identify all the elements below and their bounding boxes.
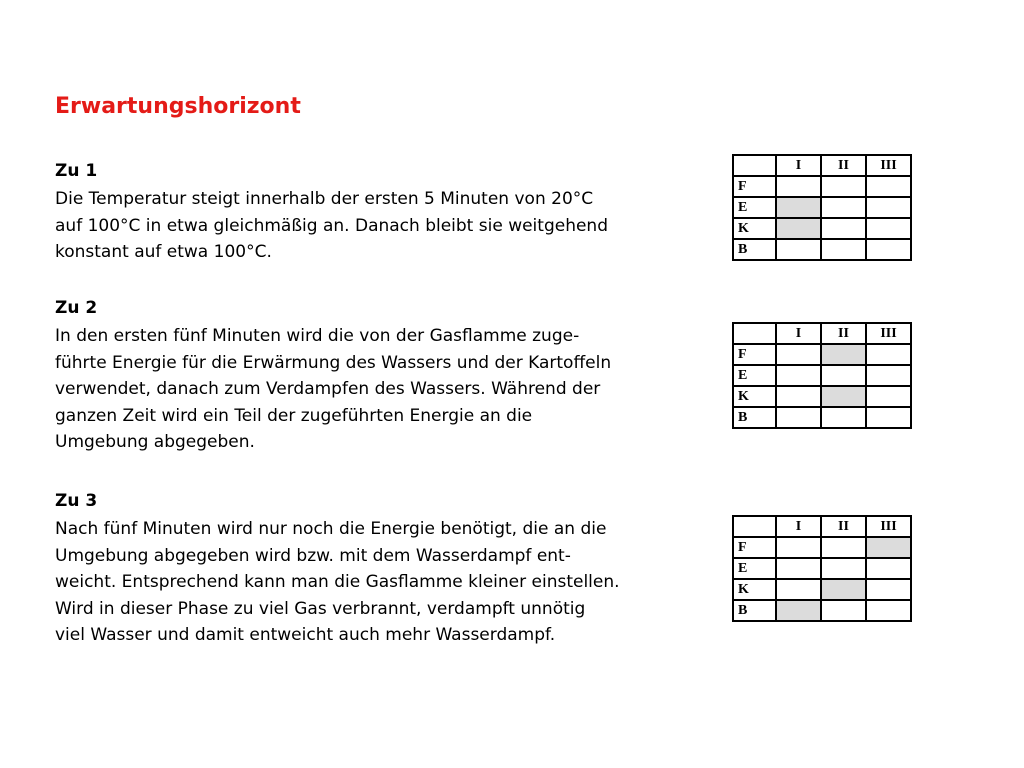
grid-row-header: K: [733, 218, 776, 239]
grid-row-header: F: [733, 176, 776, 197]
grid-cell: [776, 239, 821, 260]
grid-cell: [776, 579, 821, 600]
grid-cell: [776, 176, 821, 197]
text-line: viel Wasser und damit entweicht auch mehr Wasserdampf.: [55, 625, 556, 645]
grid-column-header: III: [866, 323, 911, 344]
grid-cell: [821, 176, 866, 197]
grid-cell: [821, 579, 866, 600]
grid-row-header: E: [733, 558, 776, 579]
competence-grid-3: [732, 515, 912, 622]
grid-column-header: I: [776, 516, 821, 537]
grid-row-header: E: [733, 365, 776, 386]
text-line: Die Temperatur steigt innerhalb der ersten 5 Minuten von 20°C: [55, 189, 594, 209]
grid-cell: [821, 239, 866, 260]
grid-cell: [821, 344, 866, 365]
section-heading: Zu 1: [55, 161, 98, 181]
grid-column-header: I: [776, 323, 821, 344]
grid-cell: [866, 537, 911, 558]
grid-cell: [776, 386, 821, 407]
grid-column-header: I: [776, 155, 821, 176]
grid-cell: [866, 386, 911, 407]
text-line: auf 100°C in etwa gleichmäßig an. Danach bleibt sie weitgehend: [55, 215, 608, 236]
grid-column-header: II: [821, 323, 866, 344]
grid-cell: [821, 600, 866, 621]
grid-cell: [776, 537, 821, 558]
grid-row-header: B: [733, 600, 776, 621]
grid-cell: [866, 218, 911, 239]
section-heading: Zu 2: [55, 298, 98, 318]
grid-row-header: F: [733, 344, 776, 365]
grid-cell: [821, 407, 866, 428]
grid-cell: [776, 344, 821, 365]
text-line: weicht. Entsprechend kann man die Gasflamme kleiner einstellen.: [55, 572, 620, 592]
grid-cell: [821, 365, 866, 386]
answer-section-2: [55, 297, 725, 456]
grid-row-header: B: [733, 239, 776, 260]
grid-column-header: III: [866, 516, 911, 537]
text-line: Nach fünf Minuten wird nur noch die Energie benötigt, die an die: [55, 519, 607, 539]
grid-column-header: II: [821, 516, 866, 537]
text-line: verwendet, danach zum Verdampfen des Wassers. Während der: [55, 379, 601, 399]
text-line: konstant auf etwa 100°C.: [55, 242, 272, 262]
grid-cell: [866, 600, 911, 621]
grid-corner: [733, 516, 776, 537]
text-line: Wird in dieser Phase zu viel Gas verbrannt, verdampft unnötig: [55, 598, 586, 619]
text-line: Umgebung abgegeben wird bzw. mit dem Wasserdampf ent-: [55, 545, 571, 566]
competence-grid-2: [732, 322, 912, 429]
answer-section-3: [55, 490, 725, 649]
grid-cell: [776, 558, 821, 579]
page-title: Erwartungshorizont: [55, 94, 301, 119]
grid-row-header: K: [733, 579, 776, 600]
grid-cell: [866, 197, 911, 218]
grid-corner: [733, 323, 776, 344]
grid-cell: [866, 344, 911, 365]
grid-cell: [776, 600, 821, 621]
grid-cell: [821, 558, 866, 579]
grid-cell: [776, 407, 821, 428]
grid-cell: [866, 579, 911, 600]
grid-row-header: E: [733, 197, 776, 218]
grid-cell: [821, 197, 866, 218]
answer-section-1: [55, 160, 725, 266]
grid-cell: [776, 197, 821, 218]
grid-cell: [776, 365, 821, 386]
grid-cell: [821, 218, 866, 239]
grid-cell: [866, 176, 911, 197]
text-line: ganzen Zeit wird ein Teil der zugeführten Energie an die: [55, 405, 533, 426]
grid-cell: [866, 365, 911, 386]
text-line: führte Energie für die Erwärmung des Wassers und der Kartoffeln: [55, 352, 612, 373]
grid-row-header: F: [733, 537, 776, 558]
grid-cell: [866, 558, 911, 579]
section-heading: Zu 3: [55, 491, 98, 511]
text-line: Umgebung abgegeben.: [55, 432, 255, 452]
grid-cell: [821, 386, 866, 407]
grid-cell: [866, 407, 911, 428]
grid-column-header: III: [866, 155, 911, 176]
text-line: In den ersten fünf Minuten wird die von der Gasflamme zuge-: [55, 326, 580, 346]
grid-cell: [776, 218, 821, 239]
grid-cell: [866, 239, 911, 260]
grid-row-header: B: [733, 407, 776, 428]
competence-grid-1: [732, 154, 912, 261]
grid-cell: [821, 537, 866, 558]
grid-row-header: K: [733, 386, 776, 407]
grid-column-header: II: [821, 155, 866, 176]
grid-corner: [733, 155, 776, 176]
